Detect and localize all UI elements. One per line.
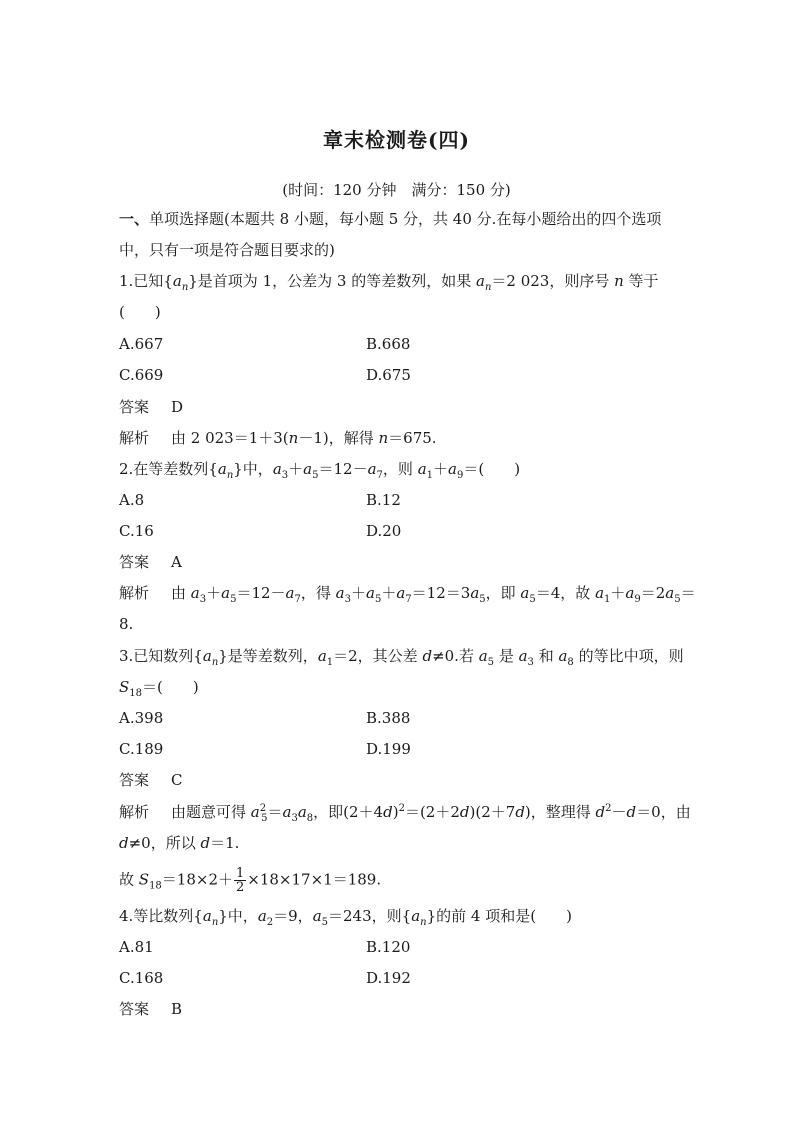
question-3-stem: 3.已知数列$\{a_n\}$是等差数列，$a_1=2$，其公差 d≠0.若 $a_5$ 是 $a_3$ 和 $a_8$ 的等比中项，则	[119, 647, 684, 668]
q2-answer: 答案 A	[119, 553, 182, 571]
q3-option-b: B.388	[366, 709, 411, 727]
question-4-stem: 4.等比数列$\{a_n\}$中，$a_2=9$，$a_5=243$，则$\{a_n\}$的前 4 项和是( )	[119, 907, 572, 928]
q4-option-c: C.168	[119, 969, 164, 987]
section-heading-cont: 中，只有一项是符合题目要求的)	[119, 241, 335, 259]
q2-option-a: A.8	[119, 491, 145, 509]
question-1-paren: ( )	[119, 303, 161, 321]
q1-option-b: B.668	[366, 335, 411, 353]
question-1-stem: 1.已知$\{a_n\}$是首项为 1，公差为 3 的等差数列，如果 $a_n=2$ 023，则序号 n 等于	[119, 272, 659, 293]
q3-analysis: 解析 由题意可得 $a^2_5=a_3a_8$，即$(2+4d)^2=(2+2d)(2+7d)$，整理得 $d^2-d=0$，由	[119, 803, 691, 824]
fraction-one-half: $\frac{1}{2}$	[236, 866, 245, 895]
q4-option-d: D.192	[366, 969, 411, 987]
q4-option-a: A.81	[119, 938, 154, 956]
page-title: 章末检测卷(四)	[323, 128, 470, 152]
q3-option-c: C.189	[119, 740, 164, 758]
q2-option-b: B.12	[366, 491, 401, 509]
question-2-stem: 2.在等差数列$\{a_n\}$中，$a_3+a_5=12-a_7$，则 $a_1+a_9=$( )	[119, 460, 521, 481]
q1-answer: 答案 D	[119, 398, 184, 416]
q2-analysis: 解析 由 $a_3+a_5=12-a_7$，得 $a_3+a_5+a_7=12=3a_5$，即 $a_5=4$，故 $a_1+a_9=2a_5=$	[119, 584, 696, 605]
q3-option-d: D.199	[366, 740, 411, 758]
q3-answer: 答案 C	[119, 771, 183, 789]
exam-meta: (时间：120 分钟 满分：150 分)	[282, 181, 511, 199]
q1-analysis: 解析 由 2 023＝1＋3(n－1)，解得 n＝675.	[119, 429, 437, 447]
question-3-stem-cont: $S_{18}=$( )	[119, 678, 199, 699]
q2-option-c: C.16	[119, 522, 154, 540]
q2-option-d: D.20	[366, 522, 402, 540]
q1-option-d: D.675	[366, 366, 411, 384]
q3-option-a: A.398	[119, 709, 164, 727]
q1-option-a: A.667	[119, 335, 164, 353]
q1-option-c: C.669	[119, 366, 164, 384]
q3-analysis-sum: 故 $S_{18}=18\times 2+$ $\frac{1}{2}$ ×18×17×1＝189.	[119, 866, 382, 895]
q4-answer: 答案 B	[119, 1000, 183, 1018]
section-heading: 一、单项选择题(本题共 8 小题，每小题 5 分，共 40 分.在每小题给出的四个选项	[119, 210, 662, 228]
q4-option-b: B.120	[366, 938, 411, 956]
q2-analysis-cont: 8.	[119, 615, 134, 633]
q3-analysis-cont: d≠0，所以 d＝1.	[119, 834, 240, 852]
